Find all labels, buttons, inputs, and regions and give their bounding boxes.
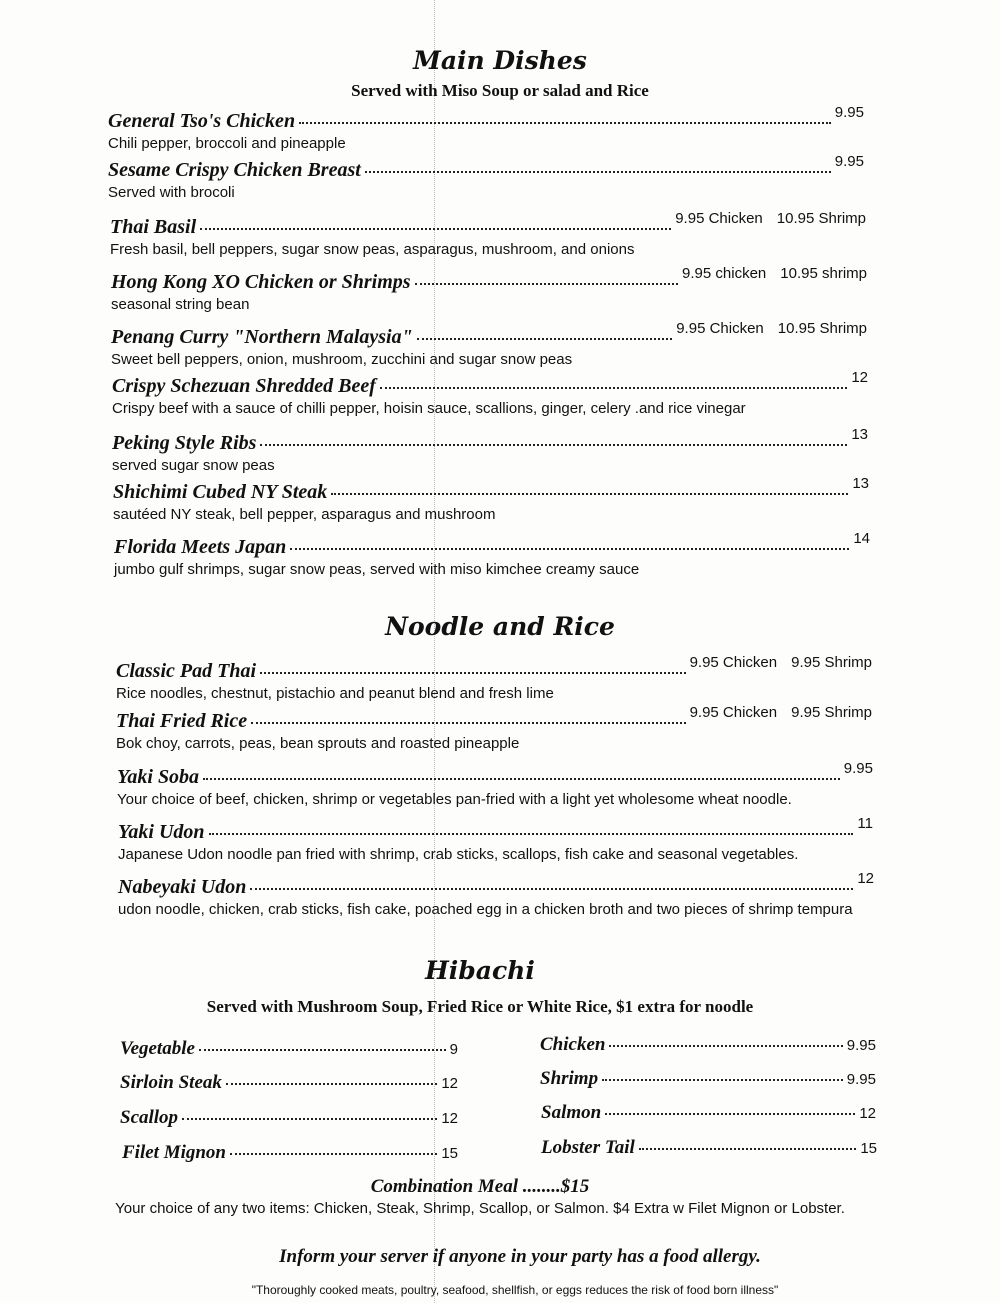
item-name: Vegetable: [120, 1038, 195, 1059]
dot-leader: [199, 1049, 446, 1051]
hibachi-subtitle: Served with Mushroom Soup, Fried Rice or White Rice, $1 extra for noodle: [206, 997, 754, 1016]
dot-leader: [290, 548, 849, 550]
item-price: 9.95: [834, 153, 864, 170]
item-name: General Tso's Chicken: [108, 110, 296, 132]
hibachi-item: [541, 1137, 877, 1159]
item-name: Shrimp: [540, 1068, 599, 1089]
item-description: Crispy beef with a sauce of chilli pepper, hoisin sauce, scallions, ginger, celery .and rice vinegar: [112, 400, 746, 417]
item-description: Chili pepper, broccoli and pineapple: [108, 135, 346, 152]
item-name: Scallop: [120, 1107, 179, 1128]
menu-item: [111, 265, 867, 314]
item-description: Fresh basil, bell peppers, sugar snow peas, asparagus, mushroom, and onions: [110, 241, 635, 258]
dot-leader: [331, 493, 848, 495]
item-price: 15: [860, 1140, 877, 1157]
dot-leader: [605, 1113, 855, 1115]
dot-leader: [365, 171, 831, 173]
item-price: 9.95 Chicken 10.95 Shrimp: [675, 210, 866, 227]
item-price: 9.95 Chicken 9.95 Shrimp: [689, 654, 872, 671]
menu-item: [116, 704, 872, 753]
dot-leader: [203, 778, 840, 780]
menu-item: [113, 475, 869, 524]
combination-meal-description: Your choice of any two items: Chicken, Steak, Shrimp, Scallop, or Salmon. $4 Extra w Filet Mignon or Lobster.: [115, 1200, 845, 1217]
dot-leader: [200, 228, 671, 230]
item-name: Thai Fried Rice: [116, 710, 248, 732]
main-dishes-subtitle: Served with Miso Soup or salad and Rice: [351, 81, 649, 100]
item-price: 9.95: [843, 760, 873, 777]
item-name: Chicken: [540, 1034, 606, 1055]
item-name: Crispy Schezuan Shredded Beef: [112, 375, 376, 397]
menu-item: [114, 530, 870, 579]
item-description: jumbo gulf shrimps, sugar snow peas, served with miso kimchee creamy sauce: [114, 561, 640, 578]
item-name: Peking Style Ribs: [112, 432, 257, 454]
menu-item: [118, 815, 873, 864]
item-name: Sesame Crispy Chicken Breast: [108, 159, 361, 181]
combination-meal-title: Combination Meal ........$15: [370, 1176, 590, 1197]
item-price: 14: [853, 530, 870, 547]
item-price: 12: [441, 1110, 458, 1127]
item-price: 9.95: [846, 1037, 876, 1054]
allergy-notice: Inform your server if anyone in your party has a food allergy.: [279, 1246, 761, 1267]
item-name: Salmon: [541, 1102, 602, 1123]
hibachi-item: [540, 1068, 876, 1090]
hibachi-item: [541, 1102, 876, 1124]
item-name: Nabeyaki Udon: [118, 876, 247, 898]
item-price: 12: [859, 1105, 876, 1122]
item-price: 15: [441, 1145, 458, 1162]
item-name: Sirloin Steak: [120, 1072, 222, 1093]
item-price: 9.95 chicken 10.95 shrimp: [682, 265, 867, 282]
dot-leader: [182, 1118, 437, 1120]
item-description: sautéed NY steak, bell pepper, asparagus and mushroom: [113, 506, 496, 523]
item-price: 9.95: [834, 104, 864, 121]
item-name: Shichimi Cubed NY Steak: [113, 481, 328, 503]
item-description: Rice noodles, chestnut, pistachio and peanut blend and fresh lime: [116, 685, 554, 702]
item-description: served sugar snow peas: [112, 457, 275, 474]
noodle-rice-title: Noodle and Rice: [385, 612, 615, 641]
menu-item: [117, 760, 873, 809]
hibachi-item: [120, 1038, 458, 1060]
item-description: Sweet bell peppers, onion, mushroom, zucchini and sugar snow peas: [111, 351, 573, 368]
dot-leader: [209, 833, 854, 835]
menu-item: [111, 320, 867, 369]
dot-leader: [299, 122, 831, 124]
dot-leader: [639, 1148, 857, 1150]
item-name: Thai Basil: [110, 216, 197, 238]
dot-leader: [230, 1153, 437, 1155]
menu-item: [118, 870, 874, 919]
food-safety-note: "Thoroughly cooked meats, poultry, seafood, shellfish, or eggs reduces the risk of food born illness": [251, 1283, 779, 1297]
item-name: Florida Meets Japan: [114, 536, 287, 558]
item-price: 12: [857, 870, 874, 887]
hibachi-title: Hibachi: [425, 956, 535, 985]
item-name: Classic Pad Thai: [116, 660, 257, 682]
dot-leader: [609, 1045, 842, 1047]
item-description: seasonal string bean: [111, 296, 250, 313]
main-dishes-title: Main Dishes: [413, 46, 587, 75]
item-name: Lobster Tail: [541, 1137, 635, 1158]
menu-item: [116, 654, 872, 703]
menu-item: [112, 426, 868, 475]
item-price: 9: [449, 1041, 458, 1058]
hibachi-item: [120, 1107, 458, 1129]
dot-leader: [415, 283, 679, 285]
item-description: udon noodle, chicken, crab sticks, fish cake, poached egg in a chicken broth and two pieces of shrimp tempura: [118, 901, 853, 918]
item-price: 9.95 Chicken 9.95 Shrimp: [689, 704, 872, 721]
dot-leader: [226, 1083, 437, 1085]
item-price: 13: [851, 426, 868, 443]
item-name: Yaki Soba: [117, 766, 200, 788]
item-price: 12: [441, 1075, 458, 1092]
menu-item: [108, 104, 864, 153]
item-price: 9.95: [846, 1071, 876, 1088]
item-description: Served with brocoli: [108, 184, 235, 201]
menu-item: [112, 369, 868, 418]
dot-leader: [250, 888, 853, 890]
item-price: 11: [857, 815, 873, 832]
item-description: Bok choy, carrots, peas, bean sprouts and roasted pineapple: [116, 735, 520, 752]
dot-leader: [380, 387, 847, 389]
dot-leader: [417, 338, 673, 340]
dot-leader: [602, 1079, 843, 1081]
hibachi-item: [540, 1034, 876, 1056]
item-name: Yaki Udon: [118, 821, 205, 843]
menu-item: [110, 210, 866, 259]
item-price: 13: [852, 475, 869, 492]
item-description: Japanese Udon noodle pan fried with shrimp, crab sticks, scallops, fish cake and seasonal vegetables.: [118, 846, 799, 863]
hibachi-item: [120, 1072, 458, 1094]
hibachi-item: [122, 1142, 458, 1164]
item-price: 9.95 Chicken 10.95 Shrimp: [676, 320, 867, 337]
item-name: Hong Kong XO Chicken or Shrimps: [111, 271, 411, 293]
dot-leader: [260, 444, 847, 446]
dot-leader: [251, 722, 685, 724]
item-name: Filet Mignon: [122, 1142, 226, 1163]
item-name: Penang Curry "Northern Malaysia": [111, 326, 413, 348]
menu-item: [108, 153, 864, 202]
dot-leader: [260, 672, 686, 674]
item-price: 12: [851, 369, 868, 386]
item-description: Your choice of beef, chicken, shrimp or vegetables pan-fried with a light yet wholesome wheat noodle.: [117, 791, 792, 808]
